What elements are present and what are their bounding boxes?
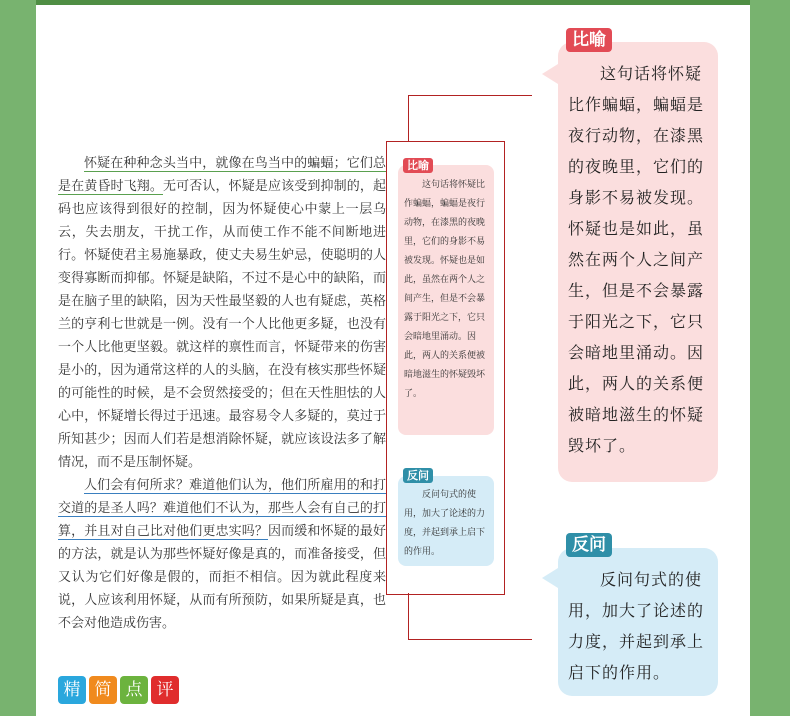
rhetorical-sentence: 人们会有何所求？难道他们认为，他们所雇用的和打交道的是圣人吗？难道他们不认为，那些人会有自己的打算，并且对自己比对他们更忠实吗？ <box>58 478 386 539</box>
connector-bottom <box>408 639 532 640</box>
mini-simile-text: 这句话将怀疑比作蝙蝠，蝙蝠是夜行动物，在漆黑的夜晚里，它们的身影不易被发现。怀疑也是如此，虽然在两个人之间产生，但是不会暴露于阳光之下，它只会暗地里涌动。因此，两人的关系便被暗地滋生的怀疑毁坏了。 <box>404 180 486 399</box>
mini-simile-tag: 比喻 <box>403 158 433 173</box>
label-char-3: 点 <box>120 676 148 704</box>
simile-sentence: 怀疑在种种念头当中，就像在鸟当中的蝙蝠；它们总是在黄昏时飞翔。 <box>58 156 386 194</box>
connector-top <box>408 95 532 96</box>
article-text <box>58 152 386 635</box>
section-label <box>58 676 179 704</box>
mini-rhetorical-tag: 反问 <box>403 468 433 483</box>
mini-rhetorical-text: 反问句式的使用，加大了论述的力度，并起到承上启下的作用。 <box>404 490 486 557</box>
paragraph-1: 怀疑在种种念头当中，就像在鸟当中的蝙蝠；它们总是在黄昏时飞翔。无可否认，怀疑是应该受到抑制的，起码也应该得到很好的控制，因为怀疑使心中蒙上一层乌云，失去朋友，干扰工作，从而使工作不能不间断地进行。怀疑使君主易施暴政，使丈夫易生妒忌，使聪明的人变得寡断而抑郁。怀疑是缺陷，不过不是心中的缺陷，而是在脑子里的缺陷，因为天性最坚毅的人也有疑虑，英格兰的亨利七世就是一例。没有一个人比他更多疑，也没有一个人比他更坚毅。就这样的禀性而言，怀疑带来的伤害是小的，因为通常这样的人的头脑，在没有核实那些怀疑的可能性的时候，是不会贸然接受的；但在天性胆怯的人心中，怀疑增长得过于迅速。最容易令人多疑的，莫过于所知甚少；因而人们若是想消除怀疑，就应该设法多了解情况，而不是压制怀疑。 <box>58 156 386 470</box>
simile-tag: 比喻 <box>566 28 612 52</box>
connector-top-vertical <box>408 95 409 141</box>
rhetorical-tag: 反问 <box>566 533 612 557</box>
simile-note-text: 这句话将怀疑比作蝙蝠，蝙蝠是夜行动物，在漆黑的夜晚里，它们的身影不易被发现。怀疑也是如此，虽然在两个人之间产生，但是不会暴露于阳光之下，它只会暗地里涌动。因此，两人的关系便被暗地滋生的怀疑毁坏了。 <box>568 64 705 455</box>
label-char-1: 精 <box>58 676 86 704</box>
rhetorical-card-tail <box>542 568 558 588</box>
top-bar <box>36 0 750 5</box>
label-char-2: 简 <box>89 676 117 704</box>
label-char-4: 评 <box>151 676 179 704</box>
rhetorical-note-text: 反问句式的使用，加大了论述的力度，并起到承上启下的作用。 <box>568 570 705 682</box>
simile-card-tail <box>542 64 558 84</box>
connector-bottom-vertical <box>408 593 409 639</box>
paragraph-2: 人们会有何所求？难道他们认为，他们所雇用的和打交道的是圣人吗？难道他们不认为，那些人会有自己的打算，并且对自己比对他们更忠实吗？因而缓和怀疑的最好的方法，就是认为那些怀疑好像是真的，而准备接受，但又认为它们好像是假的，而拒不相信。因为就此程度来说，人应该利用怀疑，从而有所预防，如果所疑是真，也不会对他造成伤害。 <box>58 478 386 631</box>
